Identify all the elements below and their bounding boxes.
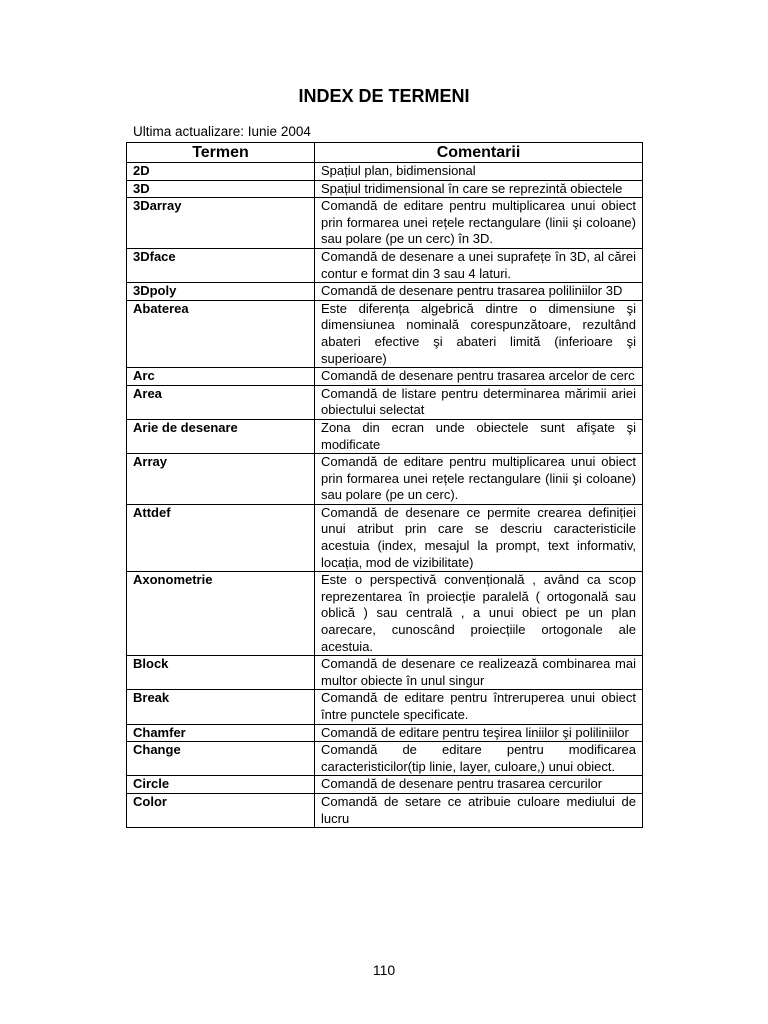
comment-cell: Spațiul plan, bidimensional [315, 163, 643, 181]
term-cell: Break [127, 690, 315, 724]
term-cell: Arie de desenare [127, 419, 315, 453]
term-cell: 3Dface [127, 248, 315, 282]
table-row [127, 504, 643, 571]
table-row [127, 793, 643, 827]
term-cell: Attdef [127, 504, 315, 571]
comment-cell: Comandă de desenare a unei suprafețe în 3D, al cărei contur e format din 3 sau 4 laturi. [315, 248, 643, 282]
table-body [127, 163, 643, 828]
comment-cell: Comandă de desenare pentru trasarea arcelor de cerc [315, 368, 643, 386]
table-row [127, 385, 643, 419]
comment-cell: Comandă de setare ce atribuie culoare mediului de lucru [315, 793, 643, 827]
table-row [127, 283, 643, 301]
comment-cell: Comandă de desenare ce permite crearea definiției unui atribut prin care se descriu caracteristicile acestuia (index, mesajul la prompt, text informativ, locația, mod de vizibilitate) [315, 504, 643, 571]
column-header-comment: Comentarii [315, 143, 643, 163]
term-cell: Axonometrie [127, 572, 315, 656]
comment-cell: Comandă de listare pentru determinarea mărimii ariei obiectului selectat [315, 385, 643, 419]
comment-cell: Spațiul tridimensional în care se reprezintă obiectele [315, 180, 643, 198]
comment-cell: Comandă de desenare pentru trasarea cercurilor [315, 776, 643, 794]
comment-cell: Este o perspectivă convențională , având ca scop reprezentarea în proiecție paralelă ( ortogonală sau oblică ) sau centrală , a unui obiect pe un plan oarecare, cunoscând proiecțiile ortogonale ale acestuia. [315, 572, 643, 656]
term-cell: Abaterea [127, 300, 315, 367]
table-row [127, 454, 643, 505]
term-cell: Area [127, 385, 315, 419]
term-cell: 3Darray [127, 198, 315, 249]
term-cell: Change [127, 742, 315, 776]
comment-cell: Comandă de desenare pentru trasarea poliliniilor 3D [315, 283, 643, 301]
comment-cell: Comandă de editare pentru modificarea caracteristicilor(tip linie, layer, culoare,) unui obiect. [315, 742, 643, 776]
table-row [127, 419, 643, 453]
table-row [127, 248, 643, 282]
terms-table [126, 142, 643, 828]
table-row [127, 690, 643, 724]
comment-cell: Comandă de editare pentru multiplicarea unui obiect prin formarea unei rețele rectangulare (linii şi coloane) sau polare (pe un cerc) în 3D. [315, 198, 643, 249]
comment-cell: Comandă de editare pentru multiplicarea unui obiect prin formarea unei rețele rectangulare (linii şi coloane) sau polare (pe un cerc). [315, 454, 643, 505]
term-cell: Array [127, 454, 315, 505]
table-row [127, 742, 643, 776]
comment-cell: Comandă de desenare ce realizează combinarea mai multor obiecte în unul singur [315, 656, 643, 690]
page-title: INDEX DE TERMENI [298, 86, 470, 106]
term-cell: Arc [127, 368, 315, 386]
table-row [127, 776, 643, 794]
comment-cell: Este diferența algebrică dintre o dimensiune şi dimensiunea nominală corespunzătoare, rezultând abateri efective şi abateri limită (inferioare şi superioare) [315, 300, 643, 367]
table-row [127, 198, 643, 249]
term-cell: Circle [127, 776, 315, 794]
term-cell: 2D [127, 163, 315, 181]
comment-cell: Comandă de editare pentru teşirea liniilor şi poliliniilor [315, 724, 643, 742]
page-number: 110 [372, 962, 396, 978]
term-cell: Chamfer [127, 724, 315, 742]
table-row [127, 572, 643, 656]
table-row [127, 300, 643, 367]
comment-cell: Comandă de editare pentru întreruperea unui obiect între punctele specificate. [315, 690, 643, 724]
table-header-row [127, 143, 643, 163]
column-header-term: Termen [127, 143, 315, 163]
term-cell: Block [127, 656, 315, 690]
table-row [127, 724, 643, 742]
last-updated-text: Ultima actualizare: Iunie 2004 [133, 124, 311, 139]
term-cell: 3D [127, 180, 315, 198]
comment-cell: Zona din ecran unde obiectele sunt afişate şi modificate [315, 419, 643, 453]
term-cell: Color [127, 793, 315, 827]
table-row [127, 180, 643, 198]
term-cell: 3Dpoly [127, 283, 315, 301]
table-row [127, 656, 643, 690]
table-row [127, 163, 643, 181]
table-row [127, 368, 643, 386]
